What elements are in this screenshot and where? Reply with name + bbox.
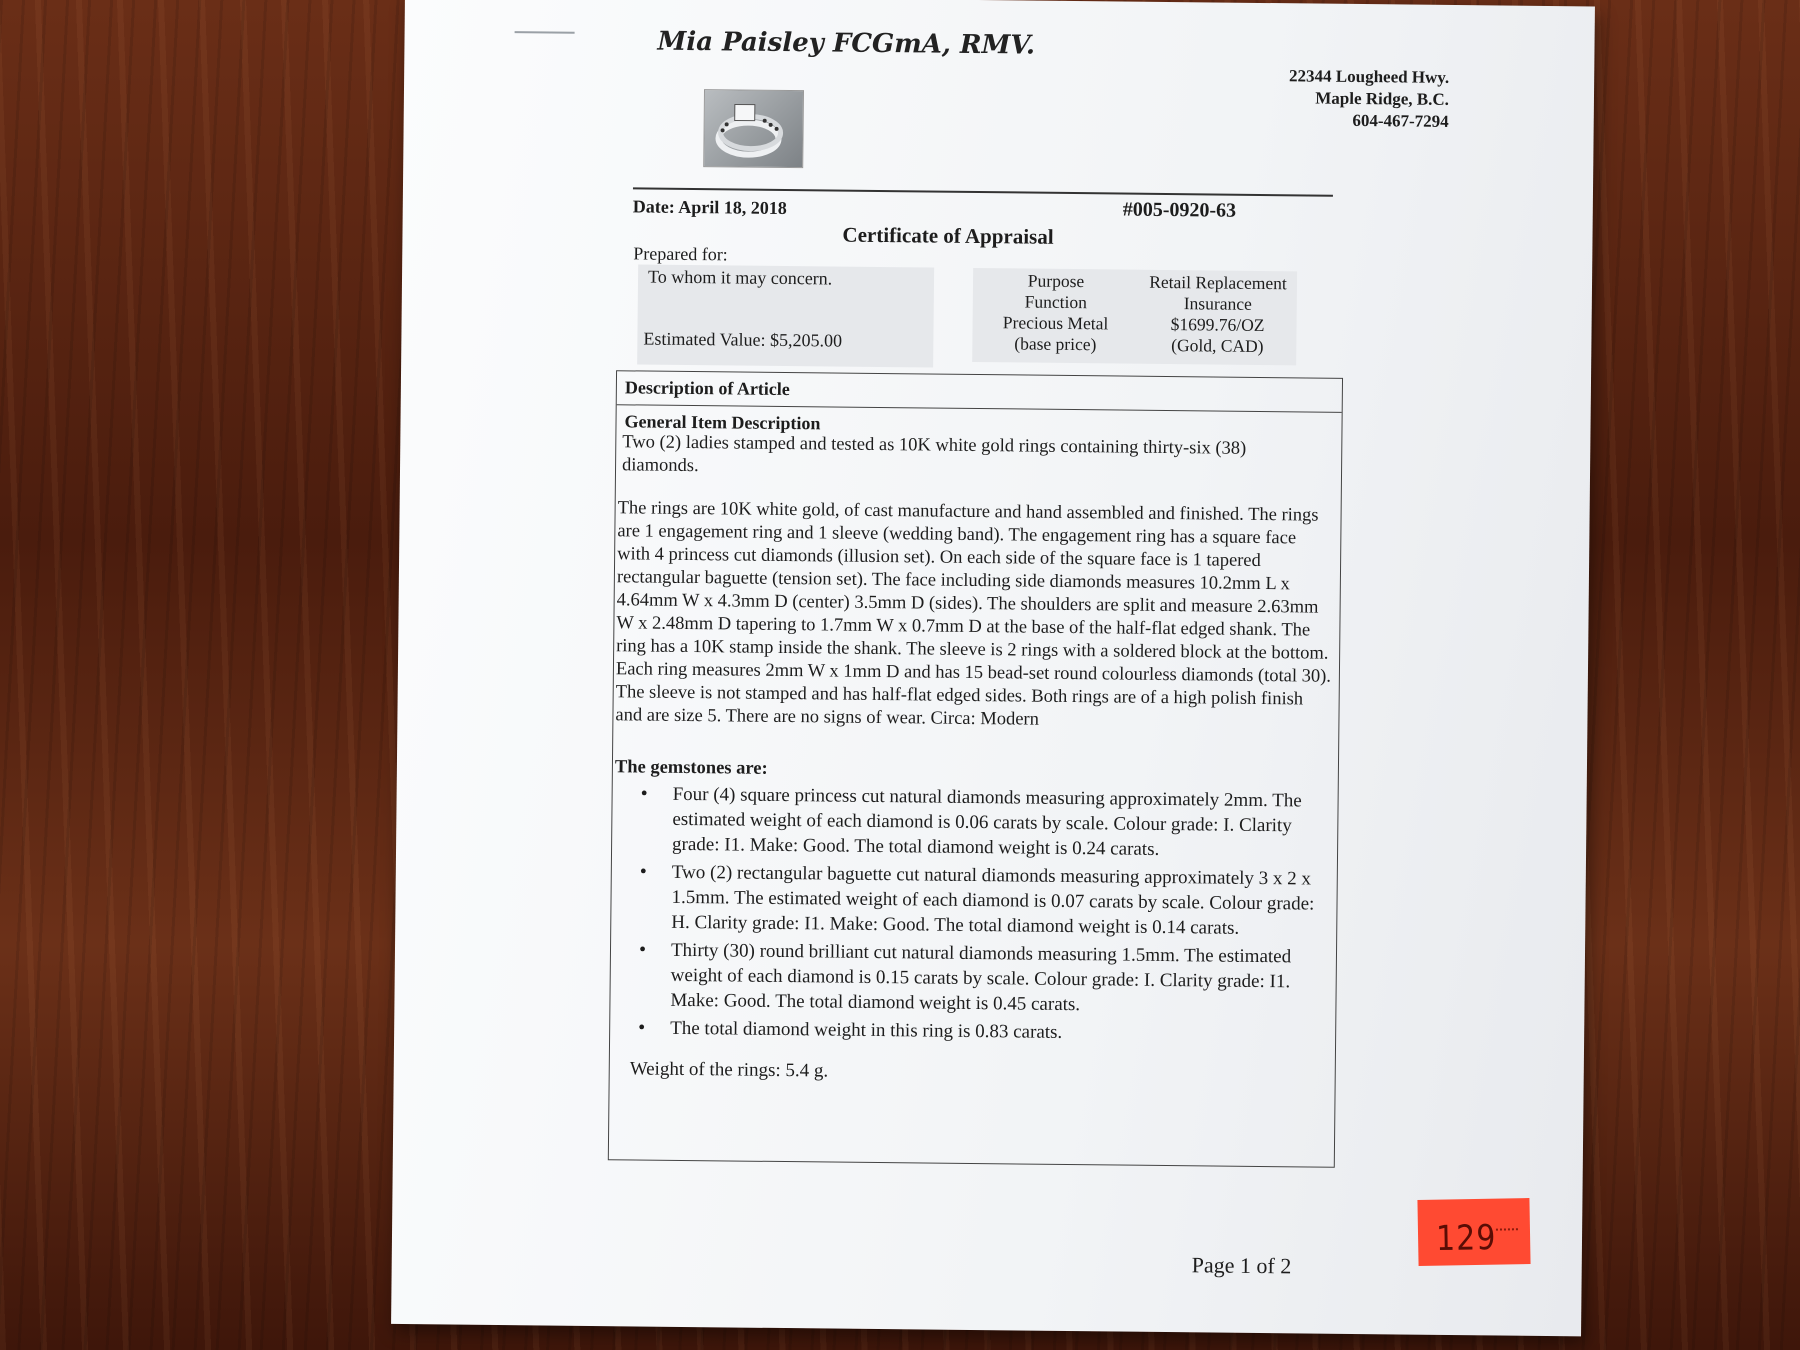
- meta-labels: [980, 270, 1131, 356]
- certificate-title: Certificate of Appraisal: [842, 222, 1054, 249]
- rings-weight: Weight of the rings: 5.4 g.: [629, 1058, 829, 1082]
- page-number: Page 1 of 2: [1191, 1252, 1292, 1279]
- list-item: • The total diamond weight in this ring is 0.83 carats.: [612, 1015, 1327, 1047]
- meta-values: [1137, 272, 1298, 358]
- appraisal-document: [391, 0, 1595, 1336]
- description-header: [617, 371, 1342, 413]
- recipient: To whom it may concern.: [647, 266, 833, 289]
- meta-base-price-value: (Gold, CAD): [1171, 335, 1264, 357]
- description-heading: Description of Article: [624, 377, 790, 400]
- address-phone: 604-467-7294: [1352, 110, 1449, 131]
- meta-base-price-label: (base price): [1014, 333, 1097, 355]
- summary-paragraph: Two (2) ladies stamped and tested as 10K white gold rings containing thirty-six (38) diamonds.: [621, 432, 1247, 477]
- appraiser-name: Mia Paisley FCGmA, RMV.: [657, 26, 1036, 61]
- sticker-perforation: [1496, 1228, 1518, 1240]
- prepared-for-box: [637, 264, 934, 367]
- ring-image-icon: [704, 90, 803, 167]
- header-rule: [633, 187, 1333, 196]
- estimated-value: Estimated Value: $5,205.00: [643, 328, 843, 351]
- meta-function-value: Insurance: [1183, 293, 1252, 314]
- meta-metal-label: Precious Metal: [1002, 312, 1109, 334]
- address-street: 22344 Lougheed Hwy.: [1288, 66, 1450, 87]
- meta-function-label: Function: [1024, 291, 1088, 313]
- general-description-title: General Item Description: [624, 411, 821, 434]
- appraisal-meta-box: [972, 268, 1297, 365]
- appraisal-date: Date: April 18, 2018: [632, 196, 787, 219]
- price-sticker-value: 129: [1435, 1217, 1497, 1260]
- list-item: • Four (4) square princess cut natural diamonds measuring approximately 2mm. The estimated weight of each diamond is 0.06 carats by scale. Colour grade: I. Clarity grade: I1. Make: Good. The total diamond weight is 0.24 carats.: [614, 781, 1330, 863]
- description-box: [608, 370, 1343, 1168]
- meta-purpose-label: Purpose: [1027, 270, 1085, 292]
- meta-purpose-value: Retail Replacement: [1149, 271, 1287, 294]
- price-sticker: [1417, 1198, 1530, 1266]
- certificate-number: #005-0920-63: [1122, 198, 1237, 222]
- ring-photo: [703, 89, 804, 168]
- list-item: • Thirty (30) round brilliant cut natural diamonds measuring 1.5mm. The estimated weight of each diamond is 0.15 carats by scale. Colour grade: I. Clarity grade: I1. Make: Good. The total diamond weight is 0.45 carats.: [612, 937, 1328, 1019]
- prepared-for-label: Prepared for:: [633, 243, 728, 265]
- gemstones-title: The gemstones are:: [614, 757, 768, 779]
- address-city: Maple Ridge, B.C.: [1315, 88, 1450, 109]
- meta-metal-value: $1699.76/OZ: [1170, 314, 1265, 336]
- business-address: [1289, 65, 1450, 133]
- detail-paragraph: The rings are 10K white gold, of cast manufacture and hand assembled and finished. The rings are 1 engagement ring and 1 sleeve (wedding band). The engagement ring has a square face with 4 princess cut diamonds (illusion set). On each side of the square face is 1 tapered rectangular baguette (tension set). The face including side diamonds measures 10.2mm L x 4.64mm W x 4.3mm D (center) 3.5mm D (sides). The shoulders are split and measure 2.63mm W x 2.48mm D tapering to 1.7mm W x 0.7mm D at the base of the half-flat edged shank. The ring has a 10K stamp inside the shank. The sleeve is 2 rings with a soldered block at the bottom. Each ring measures 2mm W x 1mm D and has 15 bead-set round colourless diamonds (total 30). The sleeve is not stamped and has half-flat edged sides. Both rings are of a high polish finish and are size 5. There are no signs of wear. Circa: Modern: [615, 498, 1332, 730]
- gemstones-list: [612, 781, 1330, 1050]
- staple-mark: [515, 31, 575, 34]
- list-item: • Two (2) rectangular baguette cut natural diamonds measuring approximately 3 x 2 x 1.5mm. The estimated weight of each diamond is 0.07 carats by scale. Colour grade: H. Clarity grade: I1. Make: Good. The total diamond weight is 0.14 carats.: [613, 859, 1329, 941]
